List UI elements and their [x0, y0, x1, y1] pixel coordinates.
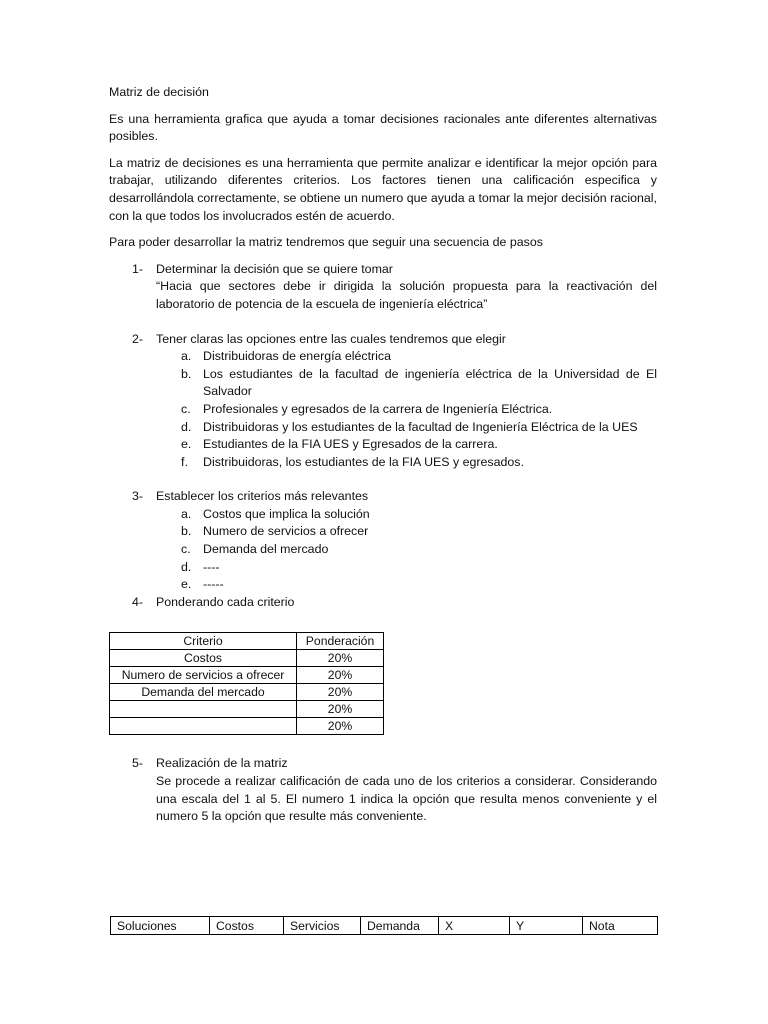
list-item-text: Estudiantes de la FIA UES y Egresados de la carrera.	[203, 437, 498, 452]
list-letter: d.	[181, 419, 192, 434]
list-item-text: Demanda del mercado	[203, 542, 329, 557]
table-header-row	[111, 917, 658, 935]
list-item-text: Distribuidoras de energía eléctrica	[203, 349, 392, 364]
table-cell: Costos	[110, 650, 297, 667]
table-row	[110, 701, 384, 718]
step-title: Realización de la matriz	[156, 756, 288, 771]
column-header: Soluciones	[111, 917, 210, 935]
step-1	[109, 261, 657, 314]
steps-list	[109, 488, 657, 611]
table-cell: 20%	[297, 718, 384, 735]
table-cell	[110, 701, 297, 718]
steps-list	[109, 755, 657, 825]
list-item-text: Profesionales y egresados de la carrera de Ingeniería Eléctrica.	[203, 401, 553, 416]
table-cell	[110, 718, 297, 735]
list-item	[156, 523, 657, 541]
list-item	[156, 506, 657, 524]
list-item-text: ----	[203, 559, 220, 574]
step-title: Tener claras las opciones entre las cuales tendremos que elegir	[156, 331, 506, 346]
options-list	[156, 348, 657, 471]
table-row	[110, 684, 384, 701]
column-header: Servicios	[284, 917, 361, 935]
list-letter: b.	[181, 524, 192, 539]
list-letter: d.	[181, 559, 192, 574]
table-cell: Demanda del mercado	[110, 684, 297, 701]
description-paragraph: La matriz de decisiones es una herramienta que permite analizar e identificar la mejor opción para trabajar, utilizando diferentes criterios. Los factores tienen una calificación especifica y desarrollándola correctamente, se obtiene un numero que ayuda a tomar la mejor decisión racional, con la que todos los involucrados estén de acuerdo.	[109, 155, 657, 223]
steps-list	[109, 331, 657, 472]
table-header-row	[110, 633, 384, 650]
step-number: 3-	[132, 489, 144, 504]
step-text: “Hacia que sectores debe ir dirigida la solución propuesta para la reactivación del laboratorio de potencia de la escuela de ingeniería eléctrica”	[156, 279, 657, 311]
column-header: Demanda	[361, 917, 439, 935]
list-item	[156, 419, 657, 437]
solutions-table	[110, 916, 658, 935]
step-title: Determinar la decisión que se quiere tomar	[156, 261, 393, 276]
column-header: X	[439, 917, 510, 935]
table-cell: 20%	[297, 650, 384, 667]
list-item	[156, 576, 657, 594]
step-2	[109, 331, 657, 472]
list-letter: c.	[181, 401, 191, 416]
steps-list	[109, 261, 657, 314]
list-letter: f.	[181, 454, 188, 469]
step-4	[109, 594, 657, 612]
table-row	[110, 650, 384, 667]
list-item	[156, 559, 657, 577]
step-number: 4-	[132, 594, 144, 609]
list-letter: c.	[181, 542, 191, 557]
step-text: Se procede a realizar calificación de cada uno de los criterios a considerar. Considerando una escala del 1 al 5. El numero 1 indica la opción que resulta menos conveniente y el numero 5 la opción que resulte más conveniente.	[156, 774, 657, 824]
list-item	[156, 401, 657, 419]
list-letter: a.	[181, 506, 192, 521]
list-item	[156, 541, 657, 559]
step-title: Establecer los criterios más relevantes	[156, 489, 369, 504]
document-body	[109, 84, 657, 826]
list-item	[156, 436, 657, 454]
intro-paragraph: Es una herramienta grafica que ayuda a tomar decisiones racionales ante diferentes alternativas posibles.	[109, 111, 657, 144]
list-letter: a.	[181, 349, 192, 364]
steps-intro-paragraph: Para poder desarrollar la matriz tendremos que seguir una secuencia de pasos	[109, 235, 543, 250]
table-row	[110, 667, 384, 684]
list-item-text: Distribuidoras, los estudiantes de la FIA UES y egresados.	[203, 454, 524, 469]
list-item	[156, 348, 657, 366]
column-header: Costos	[210, 917, 284, 935]
step-5	[109, 755, 657, 825]
list-letter: e.	[181, 437, 192, 452]
table-cell: Numero de servicios a ofrecer	[110, 667, 297, 684]
table-cell: 20%	[297, 701, 384, 718]
list-item-text: Costos que implica la solución	[203, 506, 370, 521]
list-item-text: Distribuidoras y los estudiantes de la facultad de Ingeniería Eléctrica de la UES	[203, 419, 638, 434]
step-number: 2-	[132, 331, 144, 346]
criteria-table	[109, 632, 384, 735]
document-title: Matriz de decisión	[109, 85, 209, 99]
step-number: 5-	[132, 756, 144, 771]
step-number: 1-	[132, 261, 144, 276]
table-cell: 20%	[297, 684, 384, 701]
list-item	[156, 366, 657, 401]
step-title: Ponderando cada criterio	[156, 594, 295, 609]
list-item-text: Los estudiantes de la facultad de ingeniería eléctrica de la Universidad de El Salvador	[203, 366, 657, 399]
table-cell: 20%	[297, 667, 384, 684]
step-3	[109, 488, 657, 594]
list-letter: e.	[181, 577, 192, 592]
table-row	[110, 718, 384, 735]
list-item-text: Numero de servicios a ofrecer	[203, 524, 369, 539]
list-letter: b.	[181, 366, 192, 381]
column-header: Ponderación	[297, 633, 384, 650]
column-header: Nota	[583, 917, 658, 935]
column-header: Criterio	[110, 633, 297, 650]
column-header: Y	[510, 917, 583, 935]
list-item	[156, 454, 657, 472]
criteria-list	[156, 506, 657, 594]
list-item-text: -----	[203, 577, 224, 592]
